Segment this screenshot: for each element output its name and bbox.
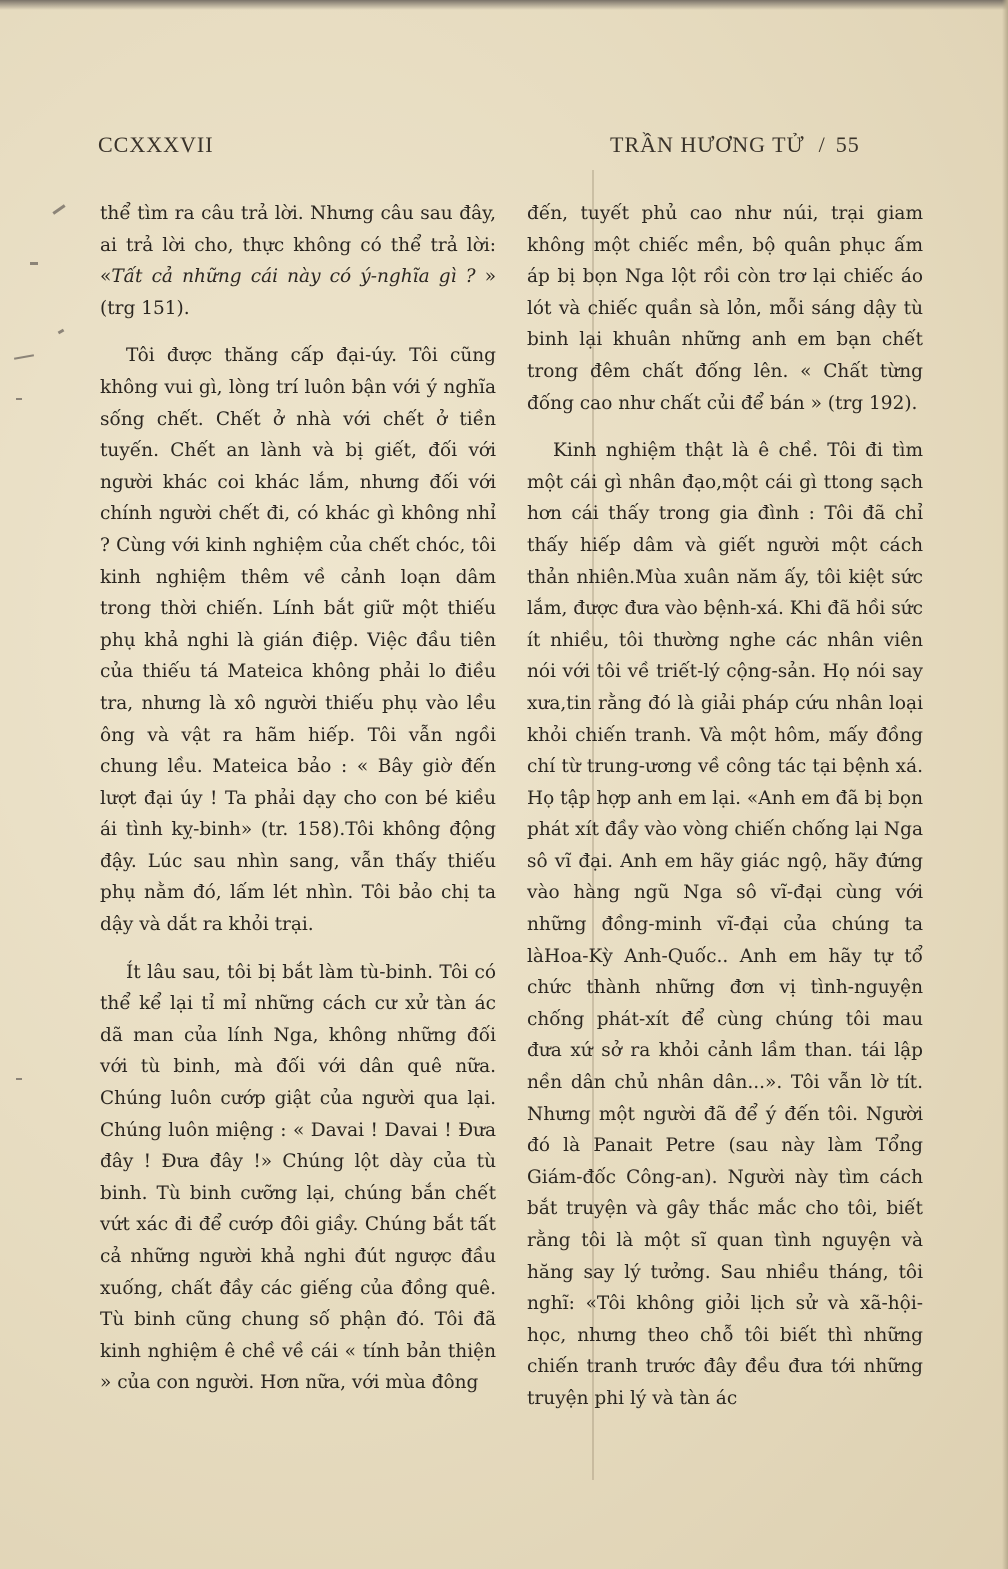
- page-number: 55: [835, 132, 860, 157]
- margin-mark: [30, 262, 38, 265]
- paragraph-text: thể tìm ra câu trả lời. Nhưng câu sau đây, ai trả lời cho, thực không có thể trả lời: «: [100, 203, 496, 288]
- citation: » (trg 151).: [100, 266, 497, 319]
- running-title: TRẦN HƯƠNG TỬ: [610, 132, 805, 157]
- margin-mark: [16, 398, 22, 400]
- chapter-number: CCXXXVII: [98, 132, 214, 157]
- running-header: [610, 132, 860, 158]
- page-top-edge: [0, 0, 1008, 10]
- paragraph: Tôi được thăng cấp đại-úy. Tôi cũng không vui gì, lòng trí luôn bận với ý nghĩa sống chết. Chết ở nhà với chết ở tiền tuyến. Chết an lành và bị giết, đối với người khác coi khác lắm, nhưng đối với chính người chết đi, có khác gì không nhỉ ? Cùng với kinh nghiệm của chết chóc, tôi kinh nghiệm thêm về cảnh loạn dâm trong thời chiến. Lính bắt giữ một thiếu phụ khả nghi là gián điệp. Việc đầu tiên của thiếu tá Mateica không phải lo điều tra, nhưng là xô người thiếu phụ vào lều ông và vật ra hãm hiếp. Tôi vẫn ngồi chung lều. Mateica bảo : « Bây giờ đến lượt đại úy ! Ta phải dạy cho con bé kiều ái tình kỵ-binh» (tr. 158).Tôi không động đậy. Lúc sau nhìn sang, vẫn thấy thiếu phụ nằm đó, lấm lét nhìn. Tôi bảo chị ta dậy và dắt ra khỏi trại.: [100, 345, 496, 936]
- quoted-text: Tất cả những cái này có ý-nghĩa gì ?: [111, 266, 476, 288]
- paragraph: [100, 198, 496, 324]
- margin-mark: [16, 1078, 22, 1080]
- paragraph: đến, tuyết phủ cao như núi, trại giam không một chiếc mền, bộ quân phục ấm áp bị bọn Nga lột rồi còn trơ lại chiếc áo lót và chiếc quần sà lỏn, mỗi sáng dậy tù binh lại khuân những anh em bạn chết trong đêm chất đống lên. « Chất từng đống cao như chất củi để bán » (trg 192).: [527, 203, 923, 414]
- margin-marks: [0, 0, 60, 1569]
- right-column: [527, 198, 923, 1415]
- left-column: [100, 198, 496, 1399]
- paragraph: Ít lâu sau, tôi bị bắt làm tù-binh. Tôi có thể kể lại tỉ mỉ những cách cư xử tàn ác dã man của lính Nga, không những đối với tù binh, mà đối với dân quê nữa. Chúng luôn cướp giật của người qua lại. Chúng luôn miệng : « Davai ! Davai ! Đưa đây ! Đưa đây !» Chúng lột dày của tù binh. Tù binh cưỡng lại, chúng bắn chết vứt xác đi để cướp đôi giầy. Chúng bắt tất cả những người khả nghi đút ngược đầu xuống, chất đầy các giếng của đồng quê. Tù binh cũng chung số phận đó. Tôi đã kinh nghiệm ê chề về cái « tính bản thiện » của con người. Hơn nữa, với mùa đông: [100, 961, 496, 1394]
- margin-mark: [52, 204, 65, 214]
- header-separator: /: [818, 132, 826, 157]
- page-right-edge: [1002, 0, 1008, 1569]
- paragraph: Kinh nghiệm thật là ê chề. Tôi đi tìm một cái gì nhân đạo,một cái gì ttong sạch hơn cái thấy trong gia đình : Tôi đã chỉ thấy hiếp dâm và giết người một cách thản nhiên.Mùa xuân năm ấy, tôi kiệt sức lắm, được đưa vào bệnh-xá. Khi đã hồi sức ít nhiều, tôi thường nghe các nhân viên nói với tôi về triết-lý cộng-sản. Họ nói say xưa,tin rằng đó là giải pháp cứu nhân loại khỏi chiến tranh. Và một hôm, mấy đồng chí từ trung-ương về công tác tại bệnh xá. Họ tập hợp anh em lại. «Anh em đã bị bọn phát xít đầy vào vòng chiến chống lại Nga sô vĩ đại. Anh em hãy giác ngộ, hãy đứng vào hàng ngũ Nga sô vĩ-đại cùng với những đồng-minh vĩ-đại của chúng ta làHoa-Kỳ Anh-Quốc.. Anh em hãy tự tổ chức thành những đơn vị tình-nguyện chống phát-xít để cùng chúng tôi mau đưa xứ sở ra khỏi cảnh lầm than. tái lập nền dân chủ nhân dân...». Tôi vẫn lờ tít. Nhưng một người đã để ý đến tôi. Người đó là Panait Petre (sau này làm Tổng Giám-đốc Công-an). Người này tìm cách bắt truyện và gây thắc mắc cho tôi, biết rằng tôi là một sĩ quan tình nguyện và hăng say lý tưởng. Sau nhiều tháng, tôi nghĩ: «Tôi không giỏi lịch sử và xã-hội-học, nhưng theo chỗ tôi biết thì những chiến tranh trước đây đều đưa tới những truyện phi lý và tàn ác: [527, 440, 923, 1409]
- margin-mark: [14, 354, 34, 359]
- margin-mark: [58, 329, 65, 335]
